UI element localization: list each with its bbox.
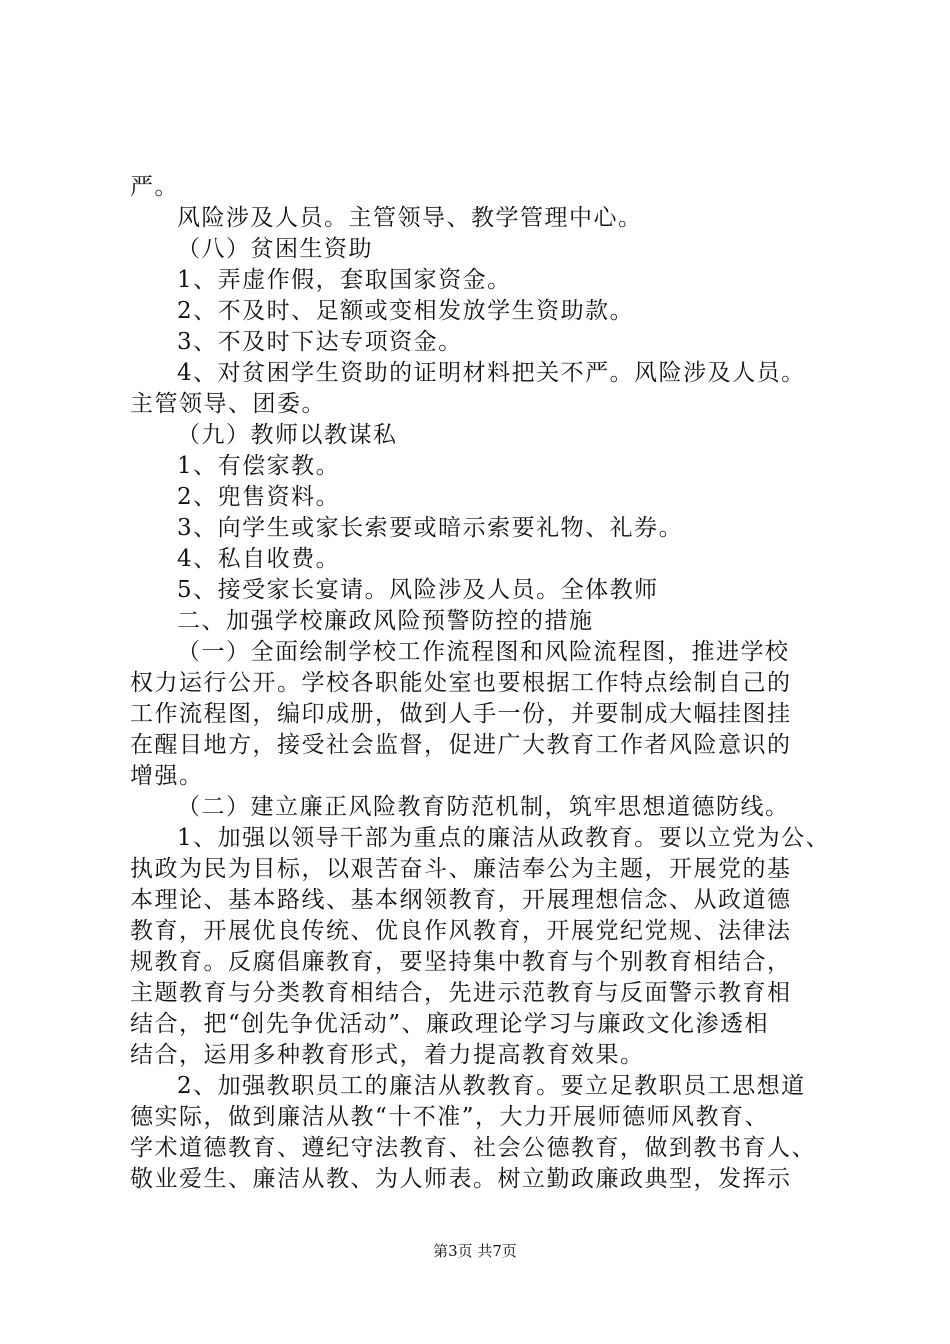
text-line: 在醒目地方，接受社会监督，促进广大教育工作者风险意识的 — [130, 732, 792, 758]
text-line: 1、加强以领导干部为重点的廉洁从政教育。要以立党为公、 — [177, 825, 831, 851]
text-line: 德实际，做到廉洁从教“十不准”，大力开展师德师风教育、 — [130, 1104, 770, 1130]
text-line: 结合，运用多种教育形式，着力提高教育效果。 — [130, 1042, 645, 1068]
text-line: 严。 — [130, 174, 179, 200]
text-line: 4、对贫困学生资助的证明材料把关不严。风险涉及人员。 — [177, 360, 806, 386]
document-body — [130, 172, 830, 1195]
text-line: 主管领导、团委。 — [130, 391, 326, 417]
text-line: 3、不及时下达专项资金。 — [177, 329, 463, 355]
text-line: 1、有偿家教。 — [177, 453, 341, 479]
text-line: 2、加强教职员工的廉洁从教教育。要立足教职员工思想道 — [177, 1073, 806, 1099]
text-line: 3、向学生或家长索要或暗示索要礼物、礼券。 — [177, 515, 684, 541]
text-line: 二、加强学校廉政风险预警防控的措施 — [177, 608, 594, 634]
text-line: （九）教师以教谋私 — [177, 422, 398, 448]
text-line: 2、不及时、足额或变相发放学生资助款。 — [177, 298, 635, 324]
page-footer: 第3页 共7页 — [433, 1242, 517, 1260]
text-line: （八）贫困生资助 — [177, 236, 373, 262]
text-line: 规教育。反腐倡廉教育，要坚持集中教育与个别教育相结合， — [130, 949, 792, 975]
text-line: 2、兜售资料。 — [177, 484, 341, 510]
text-line: （一）全面绘制学校工作流程图和风险流程图，推进学校 — [177, 639, 790, 665]
text-line: 执政为民为目标，以艰苦奋斗、廉洁奉公为主题，开展党的基 — [130, 856, 792, 882]
text-line: 风险涉及人员。主管领导、教学管理中心。 — [177, 205, 643, 231]
text-line: 结合，把“创先争优活动”、廉政理论学习与廉政文化渗透相 — [130, 1011, 770, 1037]
text-line: 敬业爱生、廉洁从教、为人师表。树立勤政廉政典型，发挥示 — [130, 1166, 792, 1192]
text-line: 主题教育与分类教育相结合，先进示范教育与反面警示教育相 — [130, 980, 792, 1006]
text-line: 工作流程图，编印成册，做到人手一份，并要制成大幅挂图挂 — [130, 701, 792, 727]
text-line: 1、弄虚作假，套取国家资金。 — [177, 267, 512, 293]
text-line: 权力运行公开。学校各职能处室也要根据工作特点绘制自己的 — [130, 670, 792, 696]
text-line: 教育，开展优良传统、优良作风教育，开展党纪党规、法律法 — [130, 918, 792, 944]
text-line: 增强。 — [130, 763, 204, 789]
text-line: 本理论、基本路线、基本纲领教育，开展理想信念、从政道德 — [130, 887, 792, 913]
text-line: 4、私自收费。 — [177, 546, 341, 572]
text-line: （二）建立廉正风险教育防范机制，筑牢思想道德防线。 — [177, 794, 790, 820]
text-line: 5、接受家长宴请。风险涉及人员。全体教师 — [177, 577, 659, 603]
text-line: 学术道德教育、遵纪守法教育、社会公德教育，做到教书育人、 — [130, 1135, 816, 1161]
